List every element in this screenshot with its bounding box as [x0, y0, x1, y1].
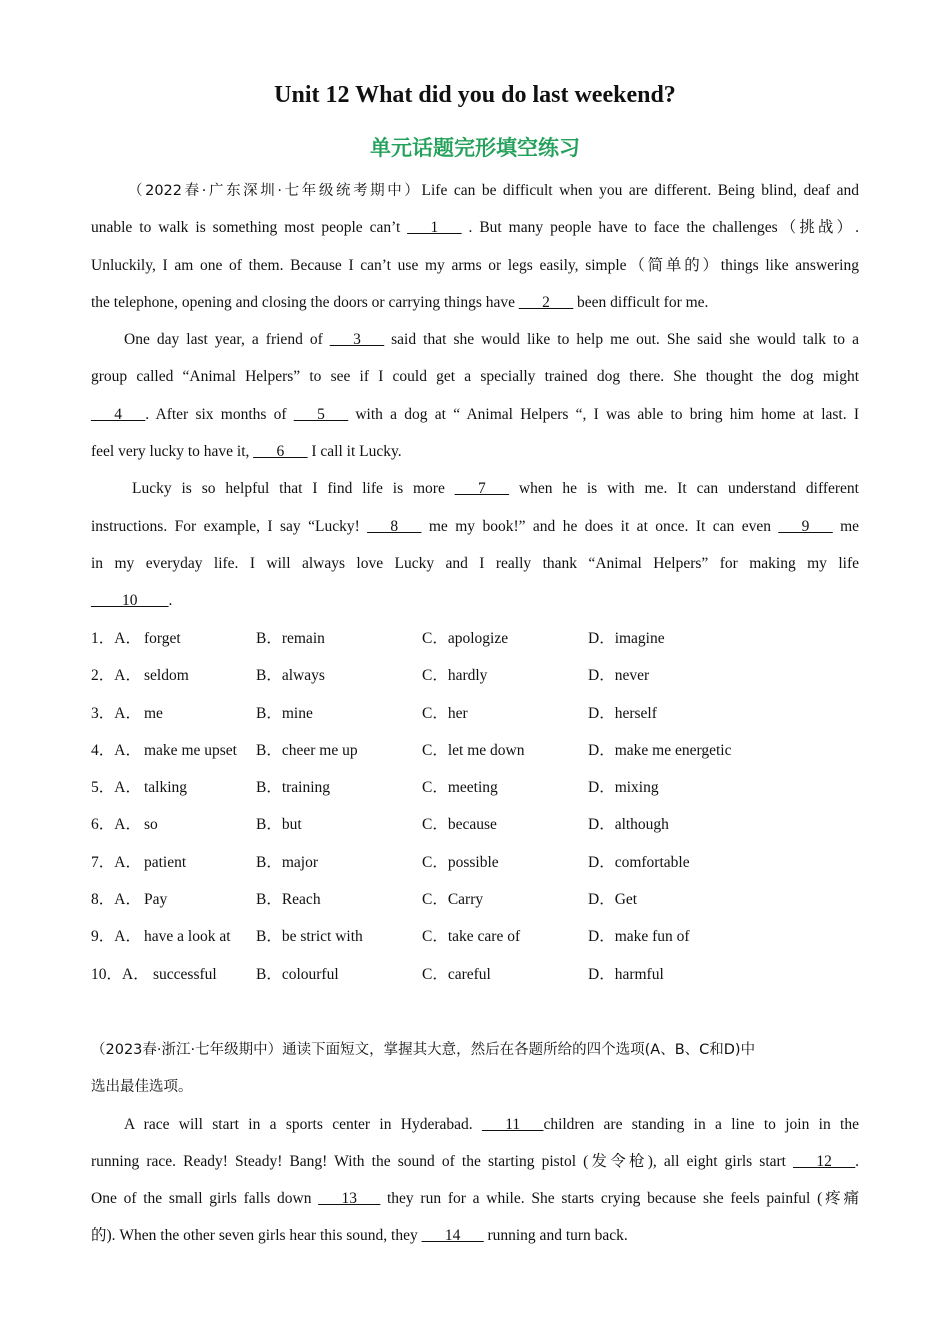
option-b: B．be strict with — [256, 928, 363, 946]
text: said that she would like to help me out. She said she would talk to a — [384, 331, 859, 349]
text: 的). When the other seven girls hear this sound, they — [91, 1227, 422, 1245]
option-b: B．colourful — [256, 965, 339, 983]
option-a: me — [144, 704, 163, 722]
passage-1-line-2 — [91, 209, 859, 246]
blank-9: ___9___ — [778, 517, 833, 535]
passage-2-intro-line-1 — [91, 1031, 859, 1068]
question-number: 7．A． — [91, 853, 141, 871]
option-b: B．mine — [256, 704, 313, 722]
text: me my book!” and he does it at once. It can even — [421, 517, 779, 535]
option-a: make me upset — [144, 741, 237, 759]
option-a: patient — [144, 853, 187, 871]
option-b: B．training — [256, 779, 331, 797]
question-number: 5．A． — [91, 779, 141, 797]
blank-10: ____10____ — [91, 592, 169, 610]
passage-1-line-3 — [91, 247, 859, 284]
option-d: D．never — [588, 667, 650, 685]
text: instructions. For example, I say “Lucky! — [91, 517, 368, 535]
passage-1-line-6 — [91, 358, 859, 395]
option-a: so — [144, 816, 158, 834]
option-c: C．Carry — [422, 891, 484, 909]
option-d: D．imagine — [588, 630, 665, 647]
option-c: C．careful — [422, 965, 491, 983]
text: A race will start in a sports center in Hyderabad. — [124, 1115, 482, 1133]
option-a: talking — [144, 779, 188, 797]
text: （2023春·浙江·七年级期中）通读下面短文，掌握其大意，然后在各题所给的四个选项(A、B、C和D)中 — [91, 1042, 756, 1058]
blank-1: ___1___ — [407, 219, 462, 237]
text: when he is with me. It can understand different — [509, 480, 859, 498]
blank-3: ___3___ — [329, 331, 385, 349]
text: unable to walk is something most people can’t — [91, 219, 408, 237]
question-number: 2．A． — [91, 667, 141, 685]
text: 选出最佳选项。 — [91, 1079, 193, 1096]
option-d: D．make fun of — [588, 928, 690, 946]
option-d: D．although — [588, 816, 669, 834]
text: children are standing in a line to join in the — [543, 1115, 859, 1133]
text: the telephone, opening and closing the doors or carrying things have — [91, 293, 519, 311]
blank-5: ___5___ — [293, 405, 349, 423]
blank-11: ___11___ — [482, 1115, 544, 1133]
passage-2-line-4 — [91, 1217, 859, 1254]
text: Life can be difficult when you are different. Being blind, deaf and — [421, 182, 859, 199]
passage-1-line-12 — [91, 582, 859, 619]
text: me — [832, 517, 860, 535]
option-c: C．apologize — [422, 630, 509, 647]
text: . — [855, 1152, 859, 1170]
option-c: C．hardly — [422, 667, 488, 685]
page-title: Unit 12 What did you do last weekend? — [274, 82, 676, 108]
option-d: D．herself — [588, 704, 657, 722]
text: . — [168, 592, 173, 610]
text: I call it Lucky. — [307, 443, 402, 461]
option-a: seldom — [144, 667, 189, 685]
option-c: C．possible — [422, 853, 499, 871]
blank-7: ___7___ — [454, 480, 509, 498]
passage-1-line-1 — [91, 172, 859, 209]
option-d: D．make me energetic — [588, 741, 732, 759]
question-number: 4．A． — [91, 741, 141, 759]
passage-1-line-9 — [91, 470, 859, 507]
text: in my everyday life. I will always love Lucky and I really thank “Animal Helpers” for making my life — [91, 554, 859, 572]
option-c: C．let me down — [422, 741, 525, 759]
option-a: forget — [144, 630, 181, 647]
question-number: 8．A． — [91, 891, 141, 909]
option-a: Pay — [144, 891, 168, 909]
option-c: C．meeting — [422, 779, 498, 797]
question-number: 9．A． — [91, 928, 141, 946]
text: One day last year, a friend of — [124, 331, 330, 349]
source-label: （2022春·广东深圳·七年级统考期中） — [128, 183, 422, 199]
blank-14: ___14___ — [421, 1227, 484, 1245]
passage-2-line-3 — [91, 1180, 859, 1217]
option-b: B．but — [256, 816, 302, 834]
passage-1-line-4 — [91, 284, 859, 321]
passage-1-line-8 — [91, 433, 859, 470]
option-a: successful — [153, 965, 217, 983]
passage-2-line-1 — [91, 1106, 859, 1143]
page-subtitle: 单元话题完形填空练习 — [370, 136, 580, 160]
passage-2 — [91, 1031, 859, 1255]
blank-4: ___4___ — [91, 405, 146, 423]
option-d: D．comfortable — [588, 853, 690, 871]
option-b: B．cheer me up — [256, 741, 358, 759]
text: Unluckily, I am one of them. Because I can’t use my arms or legs easily, simple（简单的）things like answering — [91, 256, 859, 274]
text: running and turn back. — [483, 1227, 628, 1245]
option-d: D．Get — [588, 891, 638, 909]
text: they run for a while. She starts crying because she feels painful (疼痛 — [380, 1190, 859, 1208]
text: with a dog at “ Animal Helpers “, I was able to bring him home at last. I — [348, 405, 859, 423]
passage-1-line-10 — [91, 508, 859, 545]
text: running race. Ready! Steady! Bang! With the sound of the starting pistol (发令枪), all eight girls start — [91, 1152, 794, 1170]
blank-2: ___2___ — [518, 293, 574, 311]
text: One of the small girls falls down — [91, 1190, 319, 1208]
option-c: C．take care of — [422, 928, 521, 946]
text: group called “Animal Helpers” to see if I could get a specially trained dog there. She thought the dog might — [91, 368, 859, 386]
blank-12: ___12___ — [793, 1152, 856, 1170]
option-b: B．always — [256, 667, 325, 685]
passage-1-line-5 — [91, 321, 859, 358]
passage-1-line-7 — [91, 396, 859, 433]
passage-2-intro-line-2 — [91, 1068, 859, 1105]
option-c: C．her — [422, 704, 468, 722]
question-number: 6．A． — [91, 816, 141, 834]
option-b: B．Reach — [256, 891, 321, 909]
blank-13: ___13___ — [318, 1190, 381, 1208]
option-c: C．because — [422, 816, 497, 834]
blank-8: ___8___ — [367, 517, 422, 535]
option-d: D．mixing — [588, 779, 659, 797]
text: . After six months of — [145, 405, 294, 423]
text: Lucky is so helpful that I find life is more — [132, 480, 455, 498]
blank-6: ___6___ — [253, 443, 308, 461]
passage-2-line-2 — [91, 1143, 859, 1180]
question-number: 3．A． — [91, 704, 141, 722]
question-number: 1．A． — [91, 630, 141, 647]
option-d: D．harmful — [588, 965, 664, 983]
option-b: B．major — [256, 853, 318, 871]
passage-1 — [91, 172, 859, 620]
question-number: 10．A． — [91, 965, 149, 983]
option-b: B．remain — [256, 630, 325, 647]
passage-1-line-11 — [91, 545, 859, 582]
text: . But many people have to face the challenges（挑战）. — [461, 219, 859, 237]
text: been difficult for me. — [573, 293, 709, 311]
option-a: have a look at — [144, 928, 231, 946]
text: feel very lucky to have it, — [91, 443, 254, 461]
